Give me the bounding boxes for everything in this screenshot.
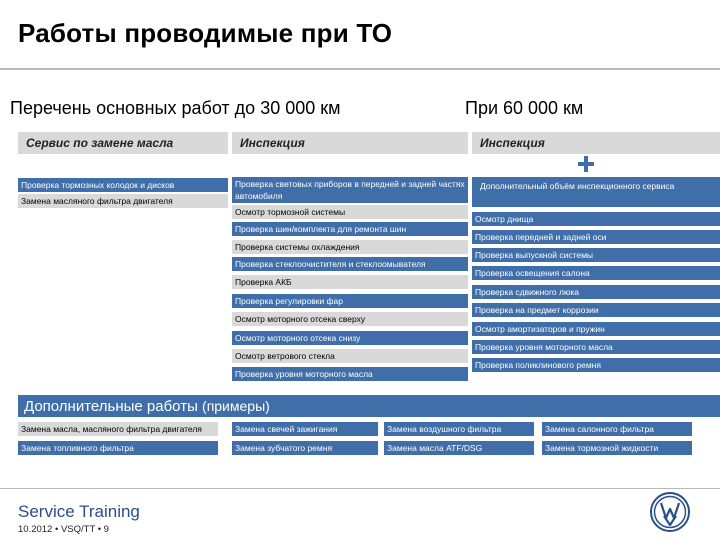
plus-icon bbox=[578, 156, 594, 172]
inspection-item: Осмотр ветрового стекла bbox=[232, 349, 468, 363]
inspection-item: Проверка системы охлаждения bbox=[232, 240, 468, 254]
inspection-item: Проверка шин/комплекта для ремонта шин bbox=[232, 222, 468, 236]
inspection-60k-item: Проверка уровня моторного масла bbox=[472, 340, 720, 354]
inspection-60k-item: Проверка поликлинового ремня bbox=[472, 358, 720, 372]
inspection-60k-header: Инспекция bbox=[472, 132, 720, 154]
inspection-item: Осмотр моторного отсека снизу bbox=[232, 331, 468, 345]
additional-item: Замена топливного фильтра bbox=[18, 441, 218, 455]
additional-item: Замена тормозной жидкости bbox=[542, 441, 692, 455]
inspection-item: Проверка световых приборов в передней и задней частях автомобиля bbox=[232, 177, 468, 203]
inspection-60k-item: Проверка освещения салона bbox=[472, 266, 720, 280]
page-title: Работы проводимые при ТО bbox=[18, 18, 393, 48]
vw-logo bbox=[650, 492, 690, 532]
inspection-60k-item: Осмотр днища bbox=[472, 212, 720, 226]
inspection-item: Проверка регулировки фар bbox=[232, 294, 468, 308]
additional-item: Замена салонного фильтра bbox=[542, 422, 692, 436]
inspection-header: Инспекция bbox=[232, 132, 468, 154]
additional-item: Замена масла, масляного фильтра двигателя bbox=[18, 422, 218, 436]
inspection-60k-item: Проверка передней и задней оси bbox=[472, 230, 720, 244]
additional-item: Замена свечей зажигания bbox=[232, 422, 378, 436]
inspection-item: Осмотр тормозной системы bbox=[232, 205, 468, 219]
footer-divider bbox=[0, 488, 720, 489]
oil-service-item: Проверка тормозных колодок и дисков bbox=[18, 178, 228, 192]
inspection-60k-item: Осмотр амортизаторов и пружин bbox=[472, 322, 720, 336]
footer-brand: Service Training bbox=[18, 502, 140, 521]
additional-item: Замена воздушного фильтра bbox=[384, 422, 534, 436]
additional-works-title: Дополнительные работы bbox=[24, 398, 198, 415]
inspection-item: Проверка стеклоочистителя и стеклоомывателя bbox=[232, 257, 468, 271]
heading-30000: Перечень основных работ до 30 000 км bbox=[10, 98, 341, 118]
oil-service-item: Замена масляного фильтра двигателя bbox=[18, 194, 228, 208]
inspection-60k-item: Дополнительный объём инспекционного сервиса bbox=[472, 177, 720, 207]
additional-works-subtitle: (примеры) bbox=[202, 398, 270, 414]
footer-meta: 10.2012 • VSQ/TT • 9 bbox=[18, 524, 109, 535]
inspection-60k-item: Проверка на предмет коррозии bbox=[472, 303, 720, 317]
additional-item: Замена зубчатого ремня bbox=[232, 441, 378, 455]
inspection-60k-item: Проверка выпускной системы bbox=[472, 248, 720, 262]
inspection-60k-item: Проверка сдвижного люка bbox=[472, 285, 720, 299]
oil-service-header: Сервис по замене масла bbox=[18, 132, 228, 154]
inspection-item: Проверка АКБ bbox=[232, 275, 468, 289]
title-divider bbox=[0, 68, 720, 70]
heading-60000: При 60 000 км bbox=[465, 98, 584, 118]
additional-item: Замена масла ATF/DSG bbox=[384, 441, 534, 455]
inspection-item: Осмотр моторного отсека сверху bbox=[232, 312, 468, 326]
additional-works-band bbox=[18, 395, 720, 417]
inspection-item: Проверка уровня моторного масла bbox=[232, 367, 468, 381]
